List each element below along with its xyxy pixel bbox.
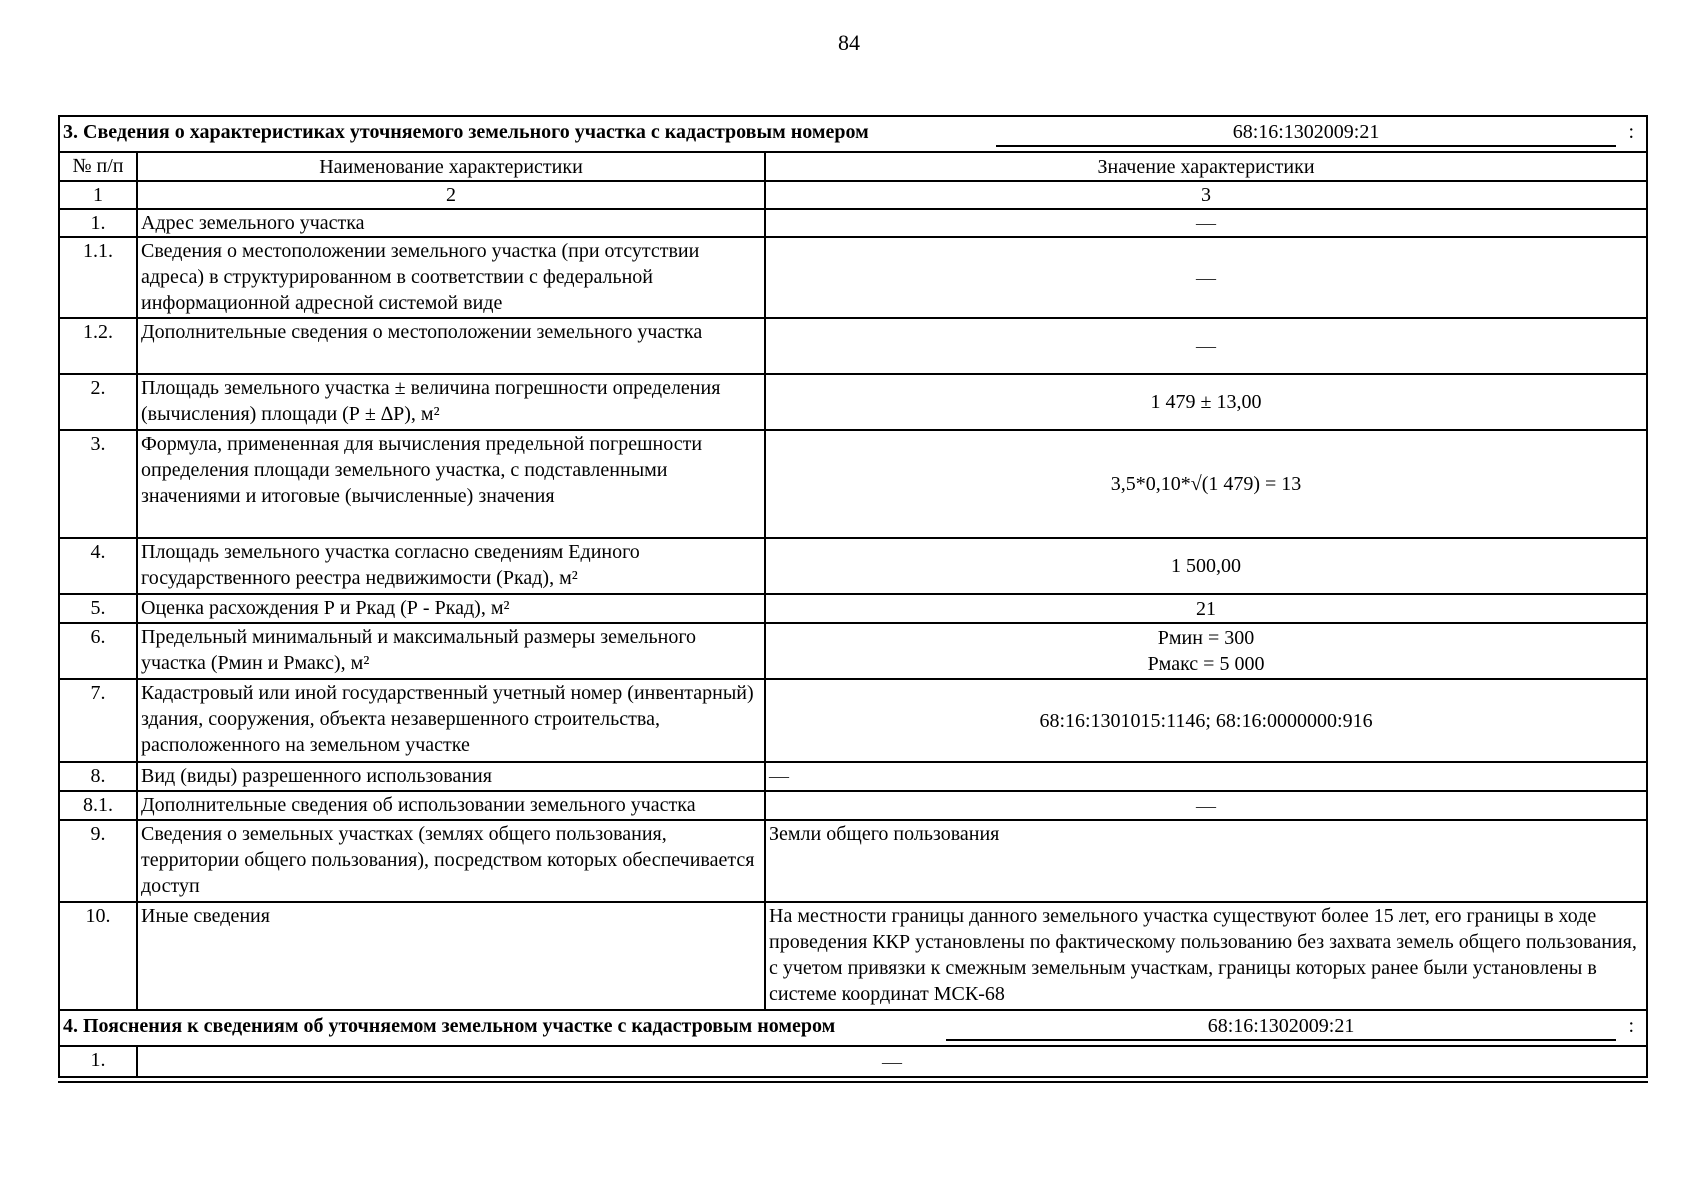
- table-row: [59, 902, 1647, 1010]
- header-value: Значение характеристики: [765, 152, 1647, 181]
- bottom-rule: [58, 1081, 1648, 1083]
- row-value: Земли общего пользования: [765, 820, 1647, 902]
- row-name: Площадь земельного участка согласно сведениям Единого государственного реестра недвижимости (Ркад), м²: [137, 538, 765, 594]
- row-number: 7.: [59, 679, 137, 762]
- table-row: [59, 237, 1647, 318]
- row-name: Иные сведения: [137, 902, 765, 1010]
- section3-colon: :: [1628, 121, 1635, 143]
- index-row: [59, 181, 1647, 209]
- page-number: 84: [838, 30, 860, 55]
- row-value: [765, 623, 1647, 679]
- table-row: [59, 820, 1647, 902]
- table-row: [59, 594, 1647, 623]
- row-number: 10.: [59, 902, 137, 1010]
- section4-colon: :: [1628, 1015, 1635, 1037]
- row-name: Вид (виды) разрешенного использования: [137, 762, 765, 791]
- row-value: —: [765, 237, 1647, 318]
- row-value-min: Рмин = 300: [1157, 627, 1255, 649]
- row-name: Адрес земельного участка: [137, 209, 765, 237]
- header-row: [59, 152, 1647, 181]
- row-name: Кадастровый или иной государственный учетный номер (инвентарный) здания, сооружения, объекта незавершенного строительства, расположенного на земельном участке: [137, 679, 765, 762]
- section4-title: 4. Пояснения к сведениям об уточняемом земельном участке с кадастровым номером: [63, 1015, 836, 1037]
- row-name: Дополнительные сведения о местоположении земельного участка: [137, 318, 765, 374]
- table-row: [59, 318, 1647, 374]
- table-row: [59, 762, 1647, 791]
- table-row: [59, 430, 1647, 538]
- row-name: Предельный минимальный и максимальный размеры земельного участка (Рмин и Рмакс), м²: [137, 623, 765, 679]
- header-name: Наименование характеристики: [137, 152, 765, 181]
- row-value-max: Рмакс = 5 000: [1147, 653, 1265, 675]
- characteristics-table: [58, 115, 1648, 1078]
- section4-header-row: [59, 1010, 1647, 1046]
- section3-header: [59, 116, 1647, 152]
- row-number: 1.1.: [59, 237, 137, 318]
- row-value: —: [765, 791, 1647, 820]
- row-number: 9.: [59, 820, 137, 902]
- row-value: 1 479 ± 13,00: [765, 374, 1647, 430]
- index-3: 3: [765, 181, 1647, 209]
- table-row: [59, 679, 1647, 762]
- table-row: [59, 374, 1647, 430]
- row-value: 3,5*0,10*√(1 479) = 13: [765, 430, 1647, 538]
- row-value: —: [765, 762, 1647, 791]
- row-name: Оценка расхождения Р и Ркад (Р - Ркад), м²: [137, 594, 765, 623]
- section3-header-row: [59, 116, 1647, 152]
- row-number: 5.: [59, 594, 137, 623]
- row-value: —: [137, 1046, 1647, 1077]
- table-row: [59, 623, 1647, 679]
- header-num: № п/п: [59, 152, 137, 181]
- table-row: [59, 791, 1647, 820]
- row-value: На местности границы данного земельного участка существуют более 15 лет, его границы в ходе проведения ККР установлены по фактическому пользованию без захвата земель общего пользования, с учетом привязки к смежным земельным участкам, границы которых ранее были установлены в системе координат МСК-68: [765, 902, 1647, 1010]
- table-row: [59, 209, 1647, 237]
- row-name: Сведения о местоположении земельного участка (при отсутствии адреса) в структурированном в соответствии с федеральной информационной адресной системой виде: [137, 237, 765, 318]
- row-number: 1.: [59, 209, 137, 237]
- row-number: 1.2.: [59, 318, 137, 374]
- row-value: —: [765, 209, 1647, 237]
- row-value: 21: [765, 594, 1647, 623]
- row-number: 2.: [59, 374, 137, 430]
- row-value: 68:16:1301015:1146; 68:16:0000000:916: [765, 679, 1647, 762]
- row-number: 8.: [59, 762, 137, 791]
- row-value: —: [765, 318, 1647, 374]
- section4-cadastral-number: 68:16:1302009:21: [946, 1013, 1616, 1041]
- index-1: 1: [59, 181, 137, 209]
- index-2: 2: [137, 181, 765, 209]
- row-number: 4.: [59, 538, 137, 594]
- section4-header: [59, 1010, 1647, 1046]
- row-name: Сведения о земельных участках (землях общего пользования, территории общего пользования), посредством которых обеспечивается доступ: [137, 820, 765, 902]
- table-row: [59, 538, 1647, 594]
- row-number: 1.: [59, 1046, 137, 1077]
- row-number: 8.1.: [59, 791, 137, 820]
- row-name: Формула, примененная для вычисления предельной погрешности определения площади земельного участка, с подставленными значениями и итоговые (вычисленные) значения: [137, 430, 765, 538]
- table-row: [59, 1046, 1647, 1077]
- row-value: 1 500,00: [765, 538, 1647, 594]
- row-number: 6.: [59, 623, 137, 679]
- section3-cadastral-number: 68:16:1302009:21: [996, 119, 1616, 147]
- row-name: Площадь земельного участка ± величина погрешности определения (вычисления) площади (Р ± ∆Р), м²: [137, 374, 765, 430]
- row-number: 3.: [59, 430, 137, 538]
- section3-title: 3. Сведения о характеристиках уточняемого земельного участка с кадастровым номером: [63, 121, 869, 143]
- row-name: Дополнительные сведения об использовании земельного участка: [137, 791, 765, 820]
